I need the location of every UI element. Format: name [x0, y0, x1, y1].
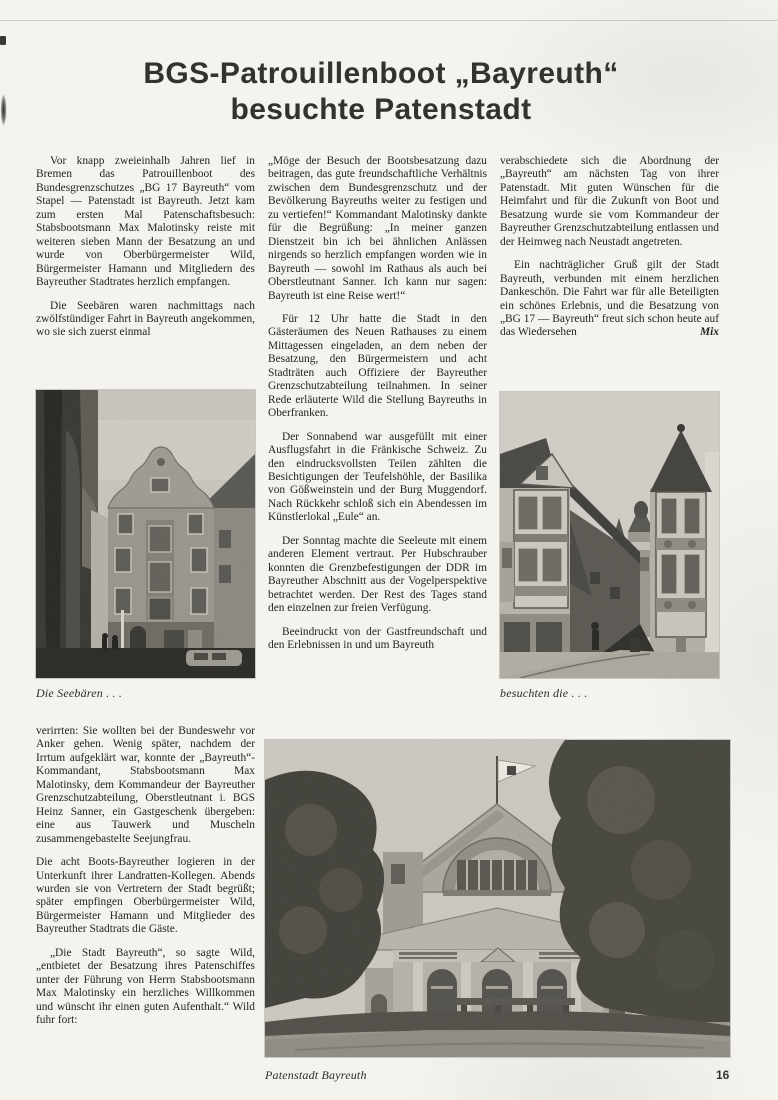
paragraph: Vor knapp zweieinhalb Jahren lief in Bremen das Patrouillenboot des Bundesgrenzschutzes „BG 17 Bayreuth“ vom Stapel — Patenstadt ist Bayreuth. Jetzt kam zum ersten Mal Patenschaftsbesuch: Stabsbootsmann Max Malotinsky reiste mit weiteren sieben Mann der Besatzung an und wurde von Oberbürgermeister Wild, Bürgermeister Hamann und Mitgliedern des Bayreuther Stadtrates herzlich empfangen.	[36, 155, 255, 289]
caption-besuchten-die: besuchten die . . .	[500, 686, 588, 700]
paragraph: „Die Stadt Bayreuth“, so sagte Wild, „entbietet der Besatzung ihres Patenschiffes unter der Führung von Herrn Stabsbootsmann Max Malotinsky ein herzliches Willkommen und wünscht ihr einen guten Aufenthalt.“ Wild fuhr fort:	[36, 946, 255, 1027]
title-line-2: besuchte Patenstadt	[230, 93, 532, 126]
paragraph: Der Sonntag machte die Seeleute mit einem anderen Element vertraut. Per Hubschrauber konnten die Grenzbefestigungen der DDR im Bayreuther Abschnitt aus der Vogelperspektive betrachtet werden. Der Rest des Tages stand den einzelnen zur freien Verfügung.	[268, 534, 487, 615]
author-signature: Mix	[700, 326, 719, 339]
photo-besuchten-die	[500, 392, 719, 678]
column-2	[268, 155, 487, 662]
photo-die-seebaeren	[36, 390, 255, 678]
column-3	[500, 155, 719, 350]
photo-die-seebaeren-art	[36, 390, 255, 678]
edge-mark	[0, 36, 6, 45]
paragraph: verirrten: Sie wollten bei der Bundeswehr vor Anker gehen. Wenig später, nachdem der Irrtum aufgeklärt war, konnte der „Bayreuth“-Kommandant, Stabsbootsmann Max Malotinsky, dem Kommandeur der Bayreuther Grenzschutzabteilung, Oberstleutnant i. BGS Heinz Sanner, ein Gastgeschenk übergeben: eine aus Tauwerk und Muscheln zusammengebastelte Seejungfrau.	[36, 725, 255, 845]
paragraph: „Möge der Besuch der Bootsbesatzung dazu beitragen, das gute freundschaftliche Verhältnis zwischen dem Bundesgrenzschutz und der Bevölkerung Bayreuths weiter zu festigen und zu vertiefen!“ Kommandant Malotinsky dankte für die Begrüßung: „In meiner ganzen Dienstzeit bin ich bei ähnlichen Anlässen nirgends so herzlich empfangen worden wie in Bayreuth — sowohl im Rathaus als auch bei Oberstleutnant Sanner. Ich kann nur sagen: Bayreuth ist eine Reise wert!“	[268, 155, 487, 302]
photo-patenstadt-bayreuth	[265, 740, 730, 1057]
title-line-1: BGS-Patrouillenboot „Bayreuth“	[143, 57, 619, 90]
paragraph: Die acht Boots-Bayreuther logieren in der Unterkunft ihrer Landratten-Kollegen. Abends wurden sie von Vertretern der Stadt begrüßt; später empfingen Oberbürgermeister Wild, Bürgermeister Hamann und Mitglieder des Bayreuther Stadtrats die Gäste.	[36, 856, 255, 936]
paragraph: verabschiedete sich die Abordnung der „Bayreuth“ am nächsten Tag von ihrer Patenstadt. Mit guten Wünschen für die Heimfahrt und für die Zukunft von Boot und Besatzung wurde sie vom Kommandeur der Bayreuther Grenzschutzabteilung entlassen und der Heimweg nach Neustadt angetreten.	[500, 155, 719, 248]
photo-besuchten-die-art	[500, 392, 719, 678]
photo-patenstadt-art	[265, 740, 730, 1057]
column-1	[36, 155, 255, 350]
staple-mark	[0, 84, 9, 136]
page-number: 16	[716, 1068, 730, 1082]
paragraph: Der Sonnabend war ausgefüllt mit einer Ausflugsfahrt in die Fränkische Schweiz. Zu den eindrucksvollsten Teilen zählten die Besichtigungen der Teufelshöhle, der Basilika von Gößweinstein und der Burg Muggendorf. Nach Rückkehr schloß sich ein Abendessen im Künstlerlokal „Eule“ an.	[268, 430, 487, 524]
scan-artifact-line	[0, 20, 778, 21]
paragraph: Beeindruckt von der Gastfreundschaft und den Erlebnissen in und um Bayreuth	[268, 625, 487, 651]
paragraph	[500, 259, 719, 340]
column-lower-left	[36, 725, 255, 1038]
paragraph-text: Ein nachträglicher Gruß gilt der Stadt Bayreuth, verbunden mit einem herzlichen Dankeschön. Die Fahrt war für alle Beteiligten ein schönes Erlebnis, und die Besatzung von „BG 17 — Bayreuth“ freut sich schon heute auf das Wiedersehen	[500, 259, 719, 339]
paragraph: Die Seebären waren nachmittags nach zwölfstündiger Fahrt in Bayreuth angekommen, wo sie sich zuerst einmal	[36, 299, 255, 339]
caption-die-seebaeren: Die Seebären . . .	[36, 686, 123, 700]
article-title	[30, 56, 732, 128]
paragraph: Für 12 Uhr hatte die Stadt in den Gästeräumen des Neuen Rathauses zu einem Mittagessen eingeladen, an dem neben der Besatzung, den Bürgermeistern und acht Stadträten auch Offiziere der Bayreuther Grenzschutzabteilung teilnahmen. In seiner Rede erläuterte Wild die Stellung Bayreuths in Oberfranken.	[268, 312, 487, 420]
caption-patenstadt: Patenstadt Bayreuth	[265, 1068, 367, 1082]
